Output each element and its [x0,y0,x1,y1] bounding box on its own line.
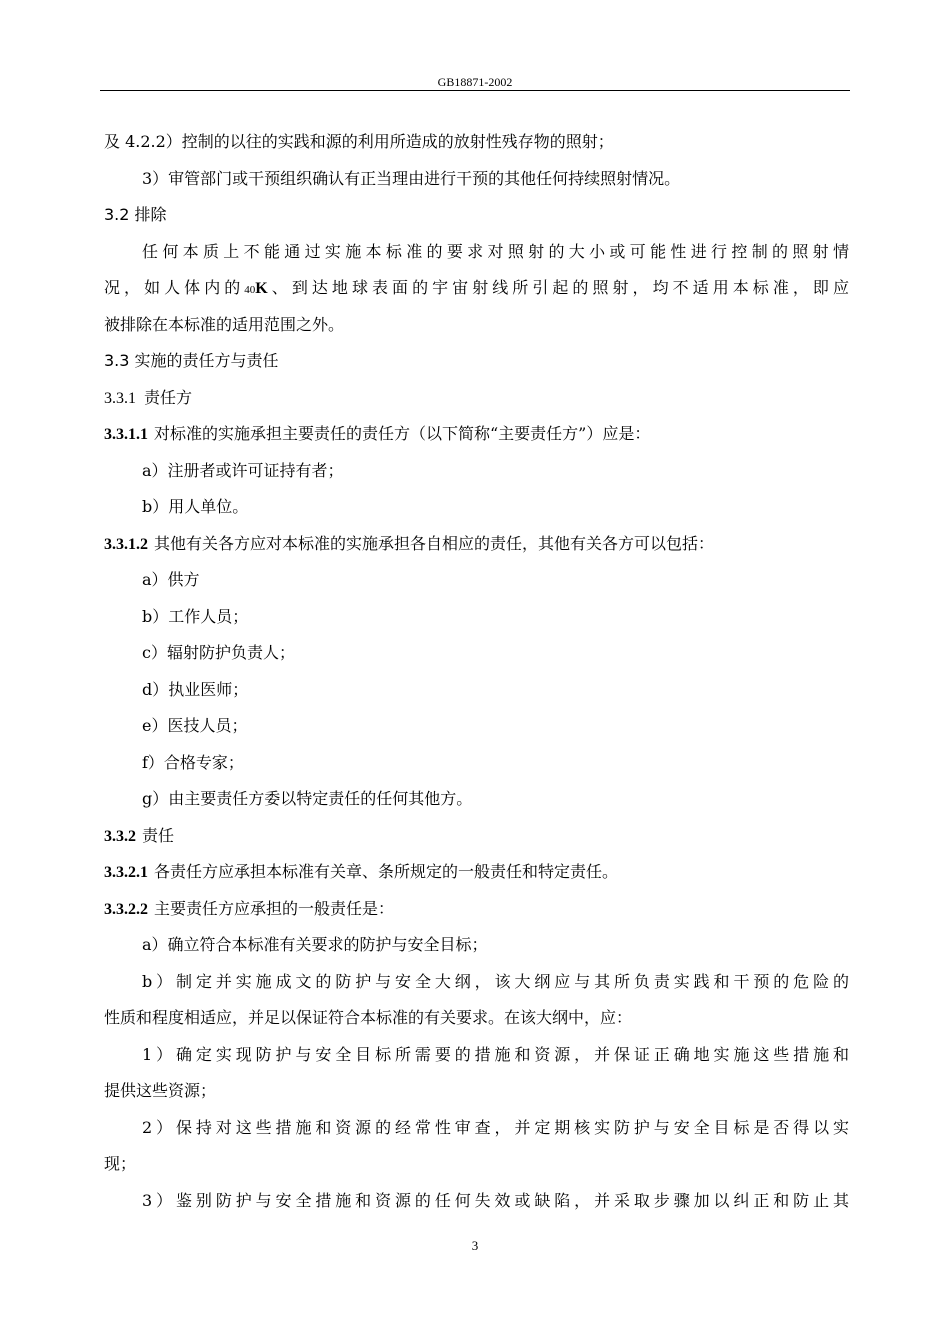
list-item: c）辐射防护负责人； [142,643,295,662]
list-item: a）注册者或许可证持有者； [142,460,344,480]
list-item: 3）审管部门或干预组织确认有正当理由进行干预的其他任何持续照射情况。 [142,168,681,188]
list-item: b）工作人员； [142,606,249,626]
list-item: b）制定并实施成文的防护与安全大纲，该大纲应与其所负责实践和干预的危险的 [142,971,849,991]
section-heading-3-3-2: 3.3.2 责任 [104,825,175,845]
clause-3-3-2-1: 3.3.2.1 各责任方应承担本标准有关章、条所规定的一般责任和特定责任。 [104,862,619,881]
page-number: 3 [471,1238,479,1253]
isotope-symbol: K [255,280,268,297]
list-item: 1）确定实现防护与安全目标所需要的措施和资源，并保证正确地实施这些措施和 [142,1044,849,1064]
text-line: 及 4.2.2）控制的以往的实践和源的利用所造成的放射性残存物的照射； [104,132,614,151]
clause-3-3-1-2: 3.3.1.2 其他有关各方应对本标准的实施承担各自相应的责任，其他有关各方可以包括： [104,533,715,553]
list-item: a）确立符合本标准有关要求的防护与安全目标； [142,935,488,954]
list-item: a）供方 [142,570,200,589]
paragraph-line: 性质和程度相适应，并足以保证符合本标准的有关要求。在该大纲中，应： [104,1008,633,1027]
list-item: 3）鉴别防护与安全措施和资源的任何失效或缺陷，并采取步骤加以纠正和防止其 [142,1190,849,1210]
header-rule [100,90,850,91]
paragraph-line: 提供这些资源； [104,1081,217,1100]
list-item: g）由主要责任方委以特定责任的任何其他方。 [142,789,473,808]
clause-3-3-1-1: 3.3.1.1 对标准的实施承担主要责任的责任方（以下简称“主要责任方”）应是： [104,424,651,443]
section-heading-3-3-1: 3.3.1 责任方 [104,387,193,407]
list-item: 2）保持对这些措施和资源的经常性审查，并定期核实防护与安全目标是否得以实 [142,1117,849,1137]
clause-3-3-2-2: 3.3.2.2 主要责任方应承担的一般责任是： [104,898,395,918]
paragraph-line: 况，如人体内的40K、到达地球表面的宇宙射线所引起的照射，均不适用本标准，即应 [104,278,849,297]
list-item: b）用人单位。 [142,497,249,516]
list-item: e）医技人员； [142,716,248,735]
section-heading-3-2: 3.2 排除 [104,205,167,224]
paragraph-line: 被排除在本标准的适用范围之外。 [104,314,345,334]
isotope-mass-number: 40 [244,284,256,296]
document-body [104,124,849,1219]
section-heading-3-3: 3.3 实施的责任方与责任 [104,351,279,370]
paragraph-line: 任何本质上不能通过实施本标准的要求对照射的大小或可能性进行控制的照射情 [142,241,849,261]
page-header: GB18871-2002 [437,75,513,89]
list-item: f）合格专家； [142,752,244,772]
paragraph-line: 现； [104,1154,137,1173]
list-item: d）执业医师； [142,679,249,699]
